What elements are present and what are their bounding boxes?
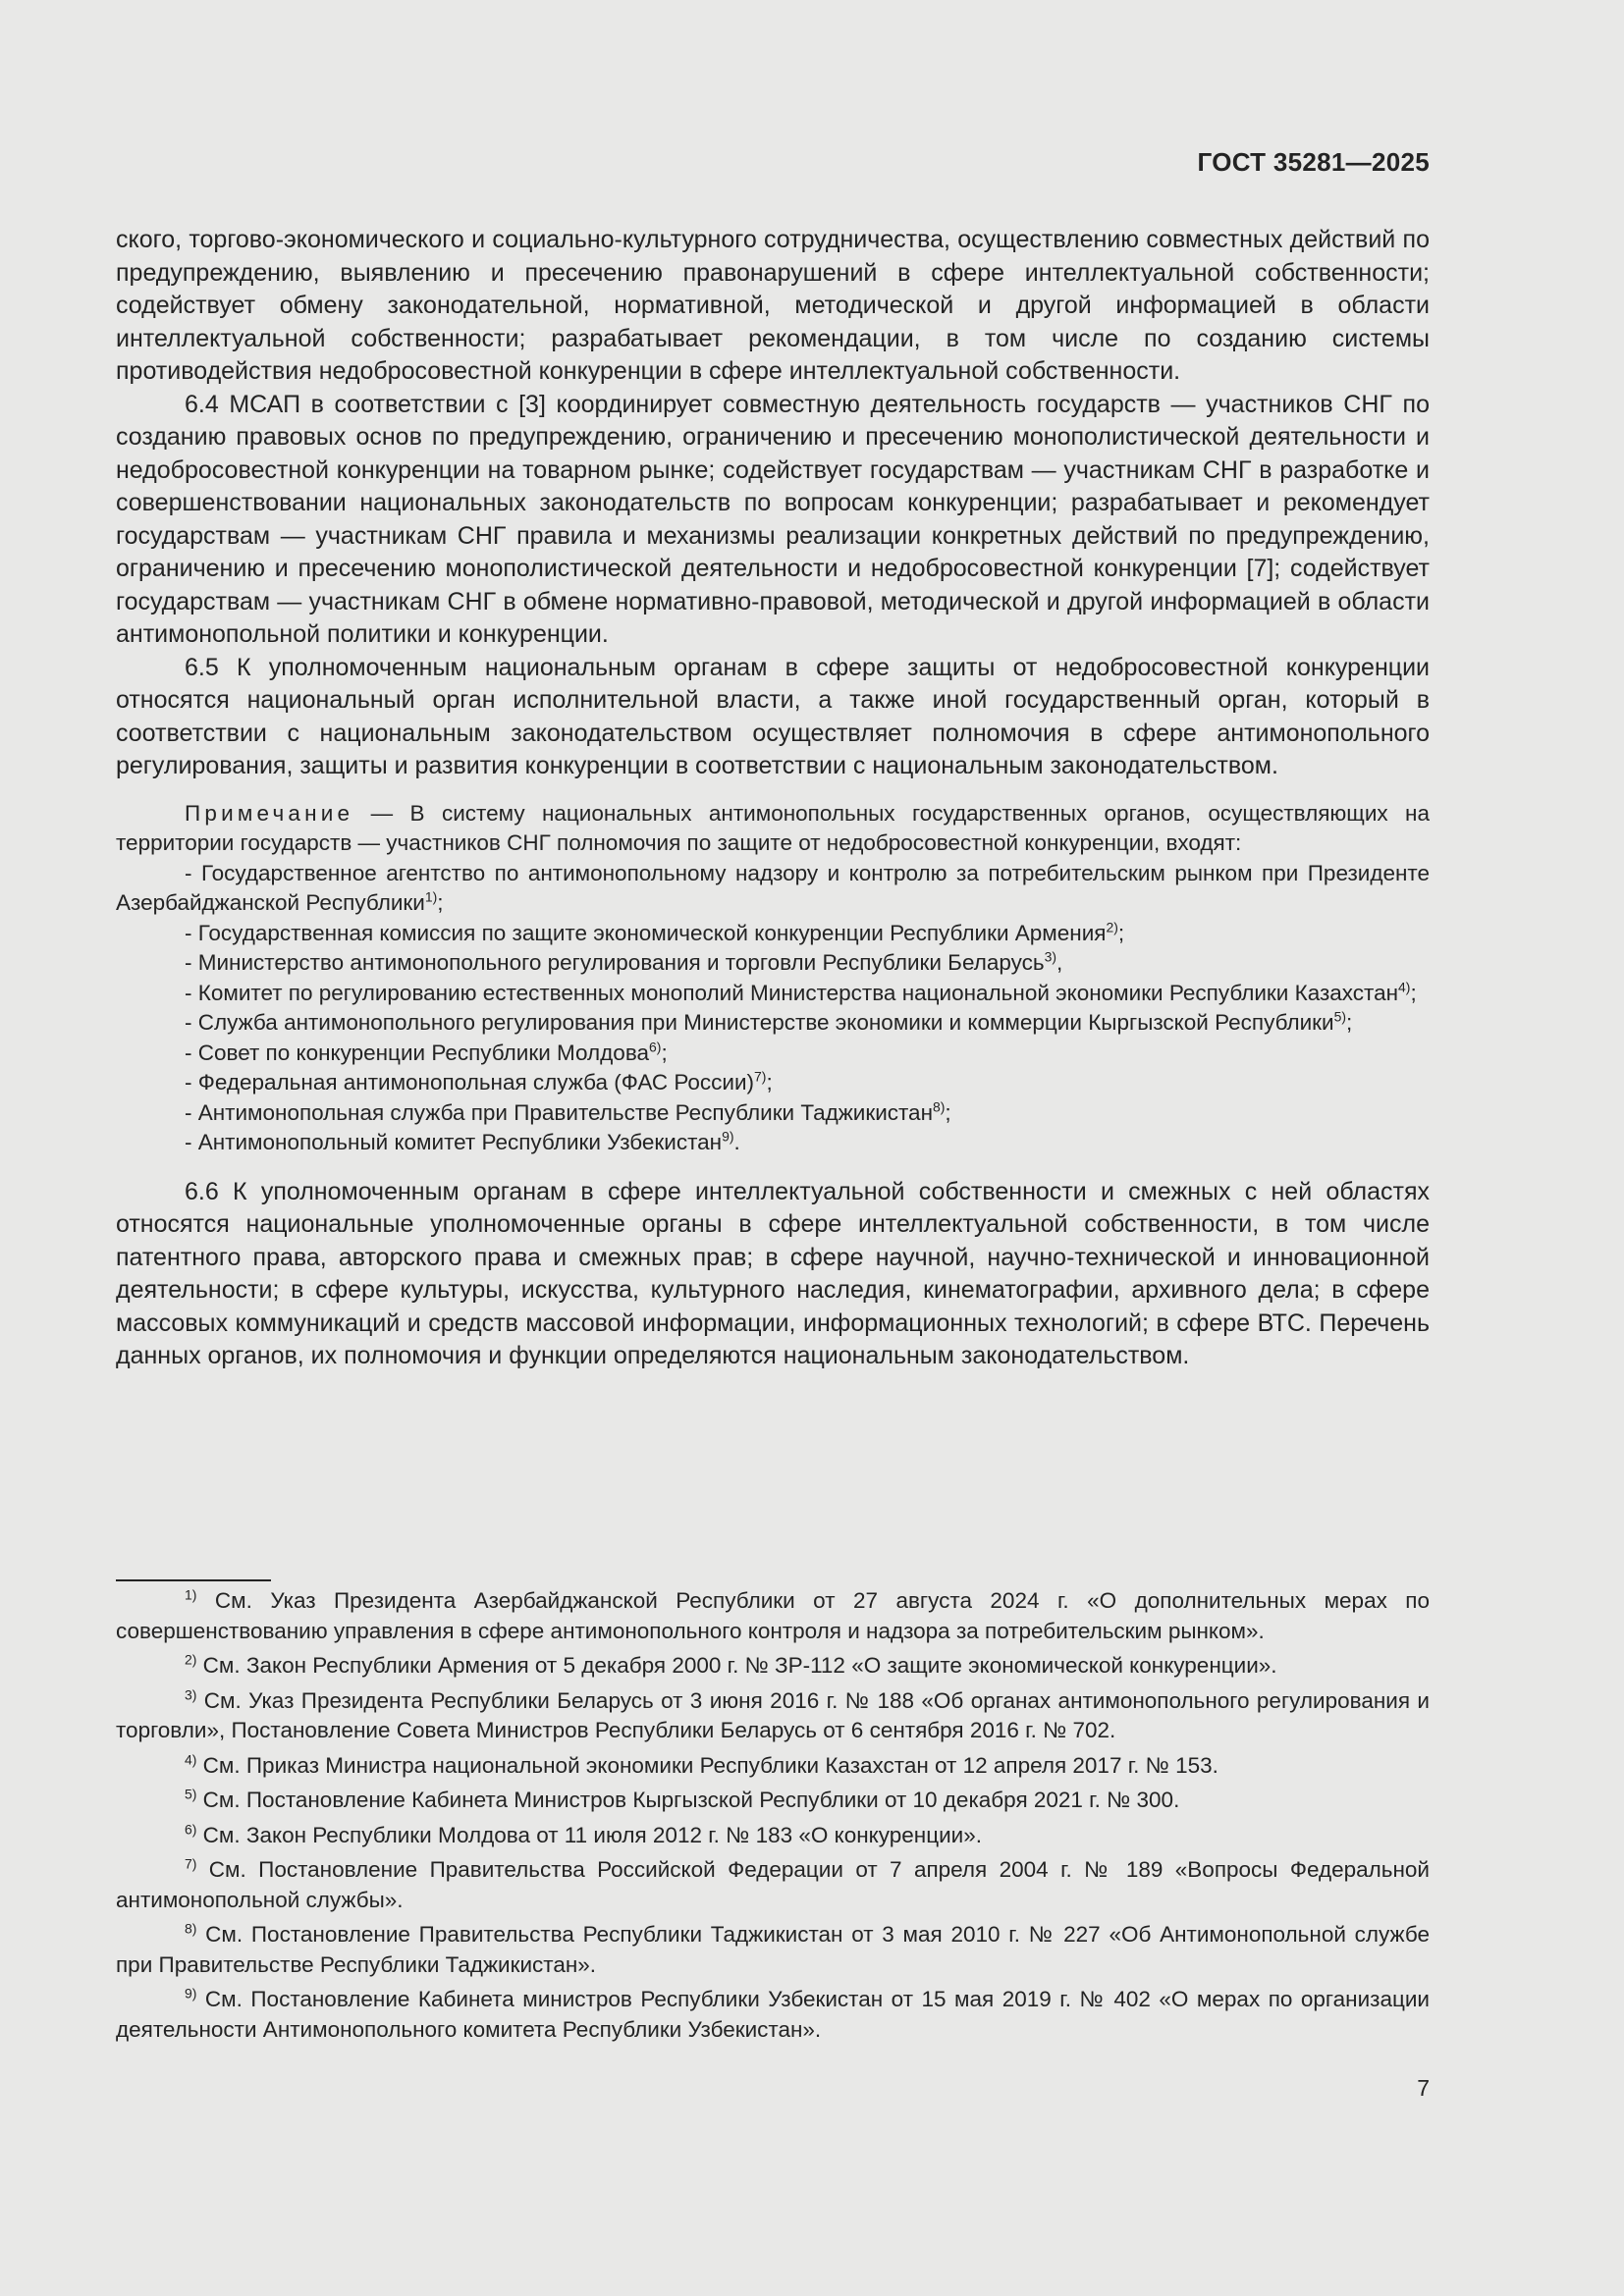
note-block [116, 799, 1430, 1158]
footnote: $^{9)}$ См. Постановление Кабинета министров Республики Узбекистан от 15 мая 2019 г. № 402 «О мерах по организации деятельности Антимонопольного комитета Республики Узбекистан». [116, 1985, 1430, 2042]
footnote-number: 3) [185, 1685, 197, 1702]
footnote-ref: 3) [1044, 948, 1056, 965]
footnote: $^{4)}$ См. Приказ Министра национальной экономики Республики Казахстан от 12 апреля 2017 г. № 153. [185, 1750, 1218, 1778]
note-label: Примечание [185, 800, 354, 826]
main-text [116, 224, 1430, 1373]
footnote: $^{2)}$ См. Закон Республики Армения от 5 декабря 2000 г. № ЗР-112 «О защите экономической конкуренции». [185, 1651, 1277, 1678]
footnote-number: 1) [185, 1586, 197, 1603]
footnote-number: 4) [185, 1750, 197, 1767]
note-list-item: - Совет по конкуренции Республики Молдова$^{6)}$; [185, 1038, 668, 1065]
note-intro [116, 799, 1430, 859]
footnote-ref: 2) [1106, 918, 1118, 934]
note-list-item: - Федеральная антимонопольная служба (ФАС России)$^{7)}$; [185, 1068, 773, 1095]
paragraph-6-6: 6.6 К уполномоченным органам в сфере интеллектуальной собственности и смежных с ней областях относятся национальные уполномоченные органы в сфере интеллектуальной собственности, в том числе патентного права, авторского права и смежных прав; в сфере научной, научно-технической и инновационной деятельности; в сфере культуры, искусства, культурного наследия, кинематографии, архивного дела; в сфере массовых коммуникаций и средств массовой информации, информационных технологий; в сфере ВТС. Перечень данных органов, их полномочия и функции определяются национальным законодательством. [116, 1177, 1430, 1369]
footnote-number: 2) [185, 1651, 197, 1668]
note-intro-text: — В систему национальных антимонопольных государственных органов, осуществляющих на территории государств — участников СНГ полномочия по защите от недобросовестной конкуренции, входят: [116, 800, 1430, 855]
footnote-ref: 5) [1333, 1008, 1346, 1025]
footnote-number: 8) [185, 1920, 197, 1937]
page-number: 7 [1417, 2075, 1430, 2101]
footnote-ref: 4) [1398, 978, 1411, 994]
footnote-ref: 7) [754, 1068, 767, 1085]
footnote-ref: 6) [649, 1038, 662, 1054]
paragraph-6-5: 6.5 К уполномоченным национальным органам в сфере защиты от недобросовестной конкуренции относятся национальный орган исполнительной власти, а также иной государственный орган, который в соответствии с национальным законодательством осуществляет полномочия в сфере антимонопольного регулирования, защиты и развития конкуренции в соответствии с национальным законодательством. [116, 653, 1430, 779]
document-page [116, 0, 1430, 2296]
footnote-number: 5) [185, 1786, 197, 1802]
footnote-number: 9) [185, 1985, 197, 2002]
standard-header: ГОСТ 35281—2025 [1197, 147, 1430, 177]
note-list-item: - Антимонопольная служба при Правительстве Республики Таджикистан$^{8)}$; [185, 1097, 951, 1125]
footnote: $^{6)}$ См. Закон Республики Молдова от 11 июля 2012 г. № 183 «О конкуренции». [185, 1820, 983, 1847]
note-list-item: - Министерство антимонопольного регулирования и торговли Республики Беларусь$^{3)}$, [185, 948, 1063, 975]
footnote-ref: 8) [933, 1097, 946, 1114]
note-list-item: - Комитет по регулированию естественных монополий Министерства национальной экономики Республики Казахстан$^{4)}$; [185, 978, 1417, 1005]
note-list-item: - Служба антимонопольного регулирования при Министерстве экономики и коммерции Кыргызской Республики$^{5)}$; [185, 1008, 1353, 1035]
footnote: $^{1)}$ См. Указ Президента Азербайджанской Республики от 27 августа 2024 г. «О дополнительных мерах по совершенствованию управления в сфере антимонопольного контроля и надзора за потребительским рынком». [116, 1586, 1430, 1643]
footnote-divider [116, 1579, 271, 1581]
paragraph-6-4: 6.4 МСАП в соответствии с [3] координирует совместную деятельность государств — участников СНГ по созданию правовых основ по предупреждению, ограничению и пресечению монополистической деятельности и недобросовестной конкуренции на товарном рынке; содействует государствам — участникам СНГ в разработке и совершенствовании национальных законодательств по вопросам конкуренции; разрабатывает и рекомендует государствам — участникам СНГ правила и механизмы реализации конкретных действий по предупреждению, ограничению и пресечению монополистической деятельности и недобросовестной конкуренции [7]; содействует государствам — участникам СНГ в обмене нормативно-правовой, методической и другой информацией в области антимонопольной политики и конкуренции. [116, 390, 1430, 648]
footnote-ref: 9) [722, 1128, 734, 1145]
paragraph-continuation: ского, торгово-экономического и социально-культурного сотрудничества, осуществлению совместных действий по предупреждению, выявлению и пресечению правонарушений в сфере интеллектуальной собственности; содействует обмену законодательной, нормативной, методической и другой информацией в области интеллектуальной собственности; разрабатывает рекомендации, в том числе по созданию системы противодействия недобросовестной конкуренции в сфере интеллектуальной собственности. [116, 226, 1430, 385]
footnote: $^{7)}$ См. Постановление Правительства Российской Федерации от 7 апреля 2004 г. № 189 «Вопросы Федеральной антимонопольной службы». [116, 1855, 1430, 1912]
footnote-number: 6) [185, 1820, 197, 1837]
footnote: $^{5)}$ См. Постановление Кабинета Министров Кыргызской Республики от 10 декабря 2021 г. № 300. [185, 1786, 1180, 1812]
footnotes [116, 1586, 1430, 2050]
footnote: $^{3)}$ См. Указ Президента Республики Беларусь от 3 июня 2016 г. № 188 «Об органах антимонопольного регулирования и торговли», Постановление Совета Министров Республики Беларусь от 6 сентября 2016 г. № 702. [116, 1685, 1430, 1742]
note-list-item: - Государственная комиссия по защите экономической конкуренции Республики Армения$^{2)}$; [185, 918, 1125, 945]
note-list-item: - Антимонопольный комитет Республики Узбекистан$^{9)}$. [185, 1128, 740, 1154]
footnote-ref: 1) [424, 888, 438, 905]
footnote-number: 7) [185, 1855, 197, 1872]
note-list-item: - Государственное агентство по антимонопольному надзору и контролю за потребительским рынком при Президенте Азербайджанской Республики$^{1)}$; [116, 860, 1430, 915]
footnote: $^{8)}$ См. Постановление Правительства Республики Таджикистан от 3 мая 2010 г. № 227 «Об Антимонопольной службе при Правительстве Республики Таджикистан». [116, 1920, 1430, 1977]
note-list [116, 859, 1430, 1158]
